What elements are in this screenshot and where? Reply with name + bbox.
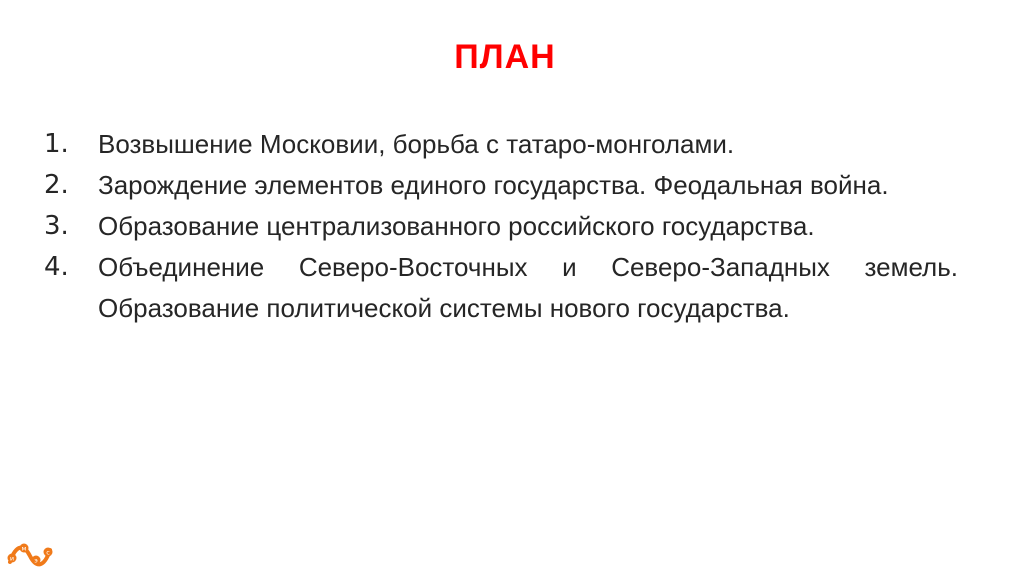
logo-letter: с (46, 548, 50, 557)
plan-item-text: Объединение Северо-Восточных и Северо-Западных земель. Образование политической системы нового государства. (98, 252, 958, 323)
plan-item-number: 2. (44, 170, 69, 200)
logo-letter: э (34, 556, 38, 565)
logo-letter: и (9, 554, 15, 563)
plan-item-2 (44, 165, 958, 206)
plan-item-4 (44, 247, 958, 329)
plan-item-number: 1. (44, 129, 69, 159)
imes-logo (4, 538, 56, 570)
logo-letter: м (21, 544, 27, 553)
plan-item-text: Возвышение Московии, борьба с татаро-монголами. (98, 129, 735, 159)
plan-list (44, 124, 958, 329)
slide-title: ПЛАН (454, 38, 556, 76)
plan-item-1 (44, 124, 958, 165)
plan-item-number: 3. (44, 211, 69, 241)
plan-item-3 (44, 206, 958, 247)
plan-item-text: Образование централизованного российского государства. (98, 211, 815, 241)
plan-item-text: Зарождение элементов единого государства. Феодальная война. (98, 170, 889, 200)
plan-item-number: 4. (44, 252, 69, 282)
